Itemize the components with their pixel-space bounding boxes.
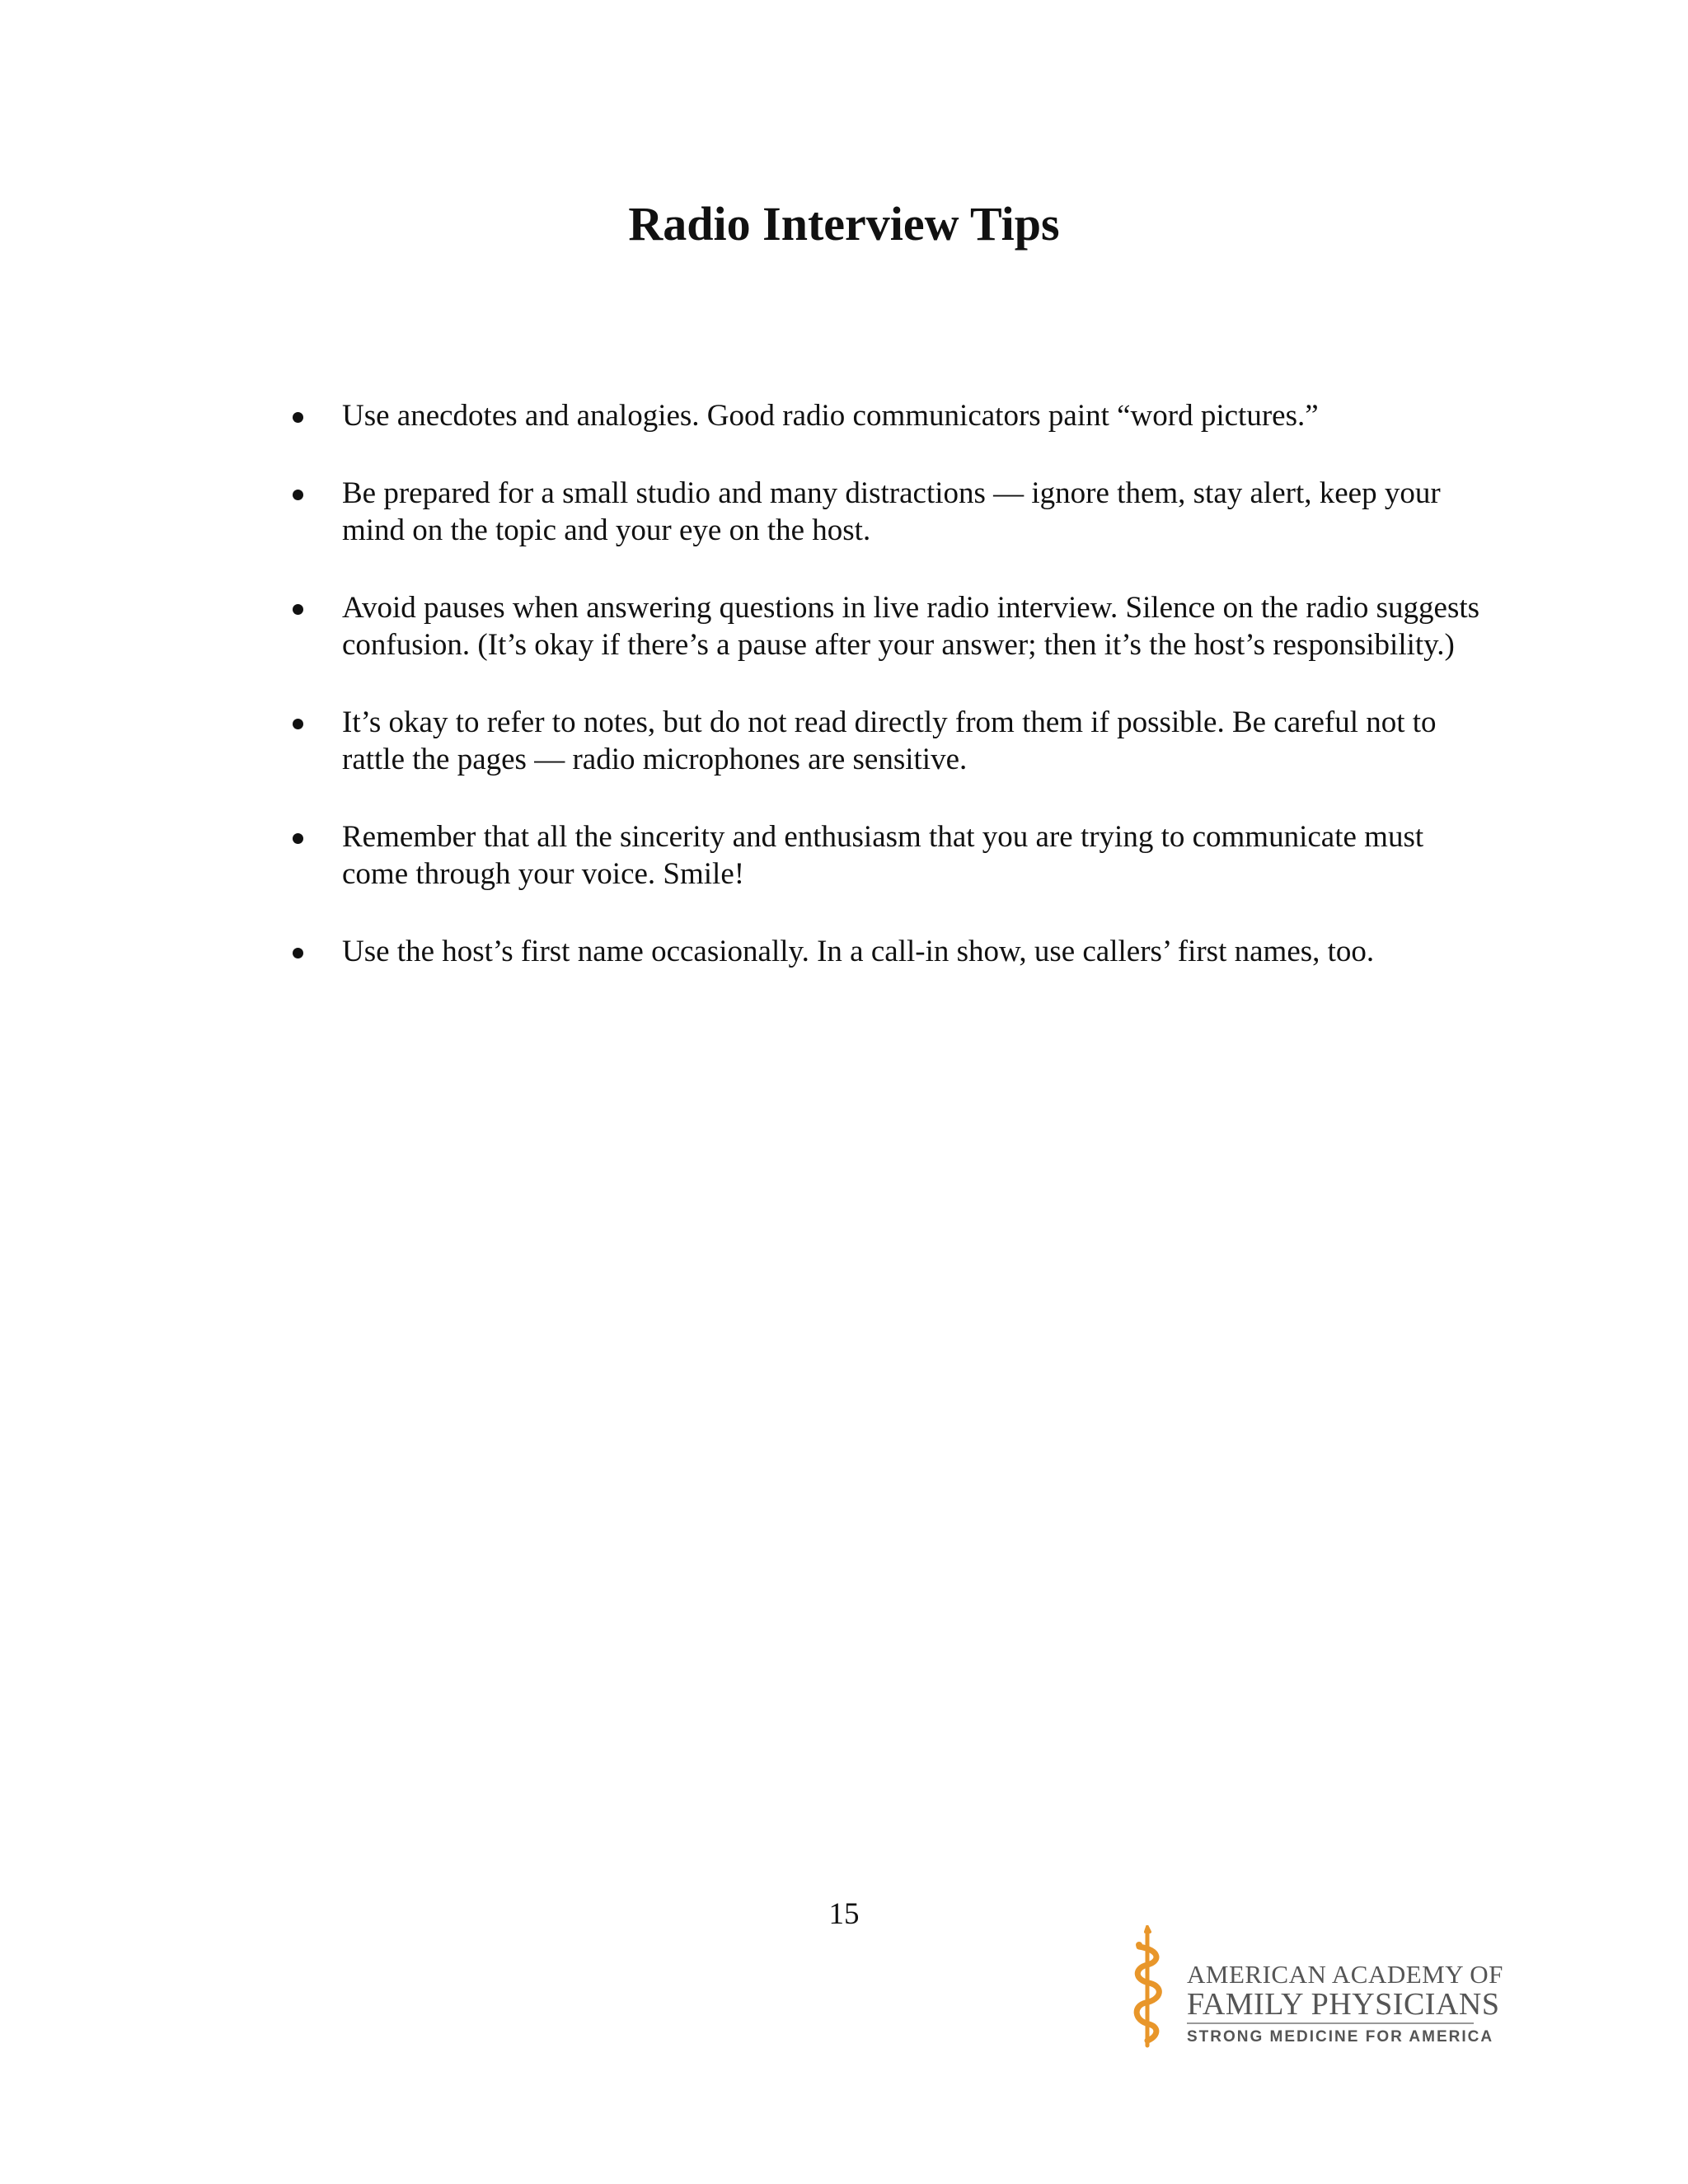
list-item — [293, 397, 1496, 434]
caduceus-icon — [1128, 1925, 1169, 2049]
bullet-icon — [293, 719, 303, 729]
logo-tagline: STRONG MEDICINE FOR AMERICA — [1187, 2028, 1494, 2046]
list-item — [293, 818, 1496, 893]
list-item — [293, 475, 1496, 549]
logo-line-2: FAMILY PHYSICIANS — [1187, 1987, 1500, 2022]
list-item — [293, 933, 1496, 970]
logo-divider — [1187, 2022, 1474, 2024]
bullet-icon — [293, 948, 303, 958]
aafp-logo — [1128, 1925, 1503, 2049]
bullet-icon — [293, 412, 303, 423]
page-number: 15 — [828, 1897, 860, 1931]
tip-text: Be prepared for a small studio and many distractions — ignore them, stay alert, keep your mind on the topic and your eye on the host. — [342, 476, 1441, 547]
tip-text: Avoid pauses when answering questions in live radio interview. Silence on the radio suggests confusion. (It’s okay if there’s a pause after your answer; then it’s the host’s responsibility.) — [342, 591, 1480, 662]
bullet-icon — [293, 490, 303, 500]
tip-text: It’s okay to refer to notes, but do not read directly from them if possible. Be careful not to rattle the pages — radio microphones are sensitive. — [342, 705, 1437, 776]
logo-line-1: AMERICAN ACADEMY OF — [1187, 1960, 1503, 1989]
bullet-icon — [293, 604, 303, 615]
tip-text: Use anecdotes and analogies. Good radio communicators paint “word pictures.” — [342, 399, 1319, 433]
tips-list — [293, 397, 1496, 1010]
tip-text: Remember that all the sincerity and enthusiasm that you are trying to communicate must come through your voice. Smile! — [342, 820, 1424, 891]
list-item — [293, 589, 1496, 663]
list-item — [293, 704, 1496, 778]
page-title: Radio Interview Tips — [628, 197, 1060, 251]
bullet-icon — [293, 833, 303, 844]
tip-text: Use the host’s first name occasionally. In a call-in show, use callers’ first names, too. — [342, 935, 1375, 968]
